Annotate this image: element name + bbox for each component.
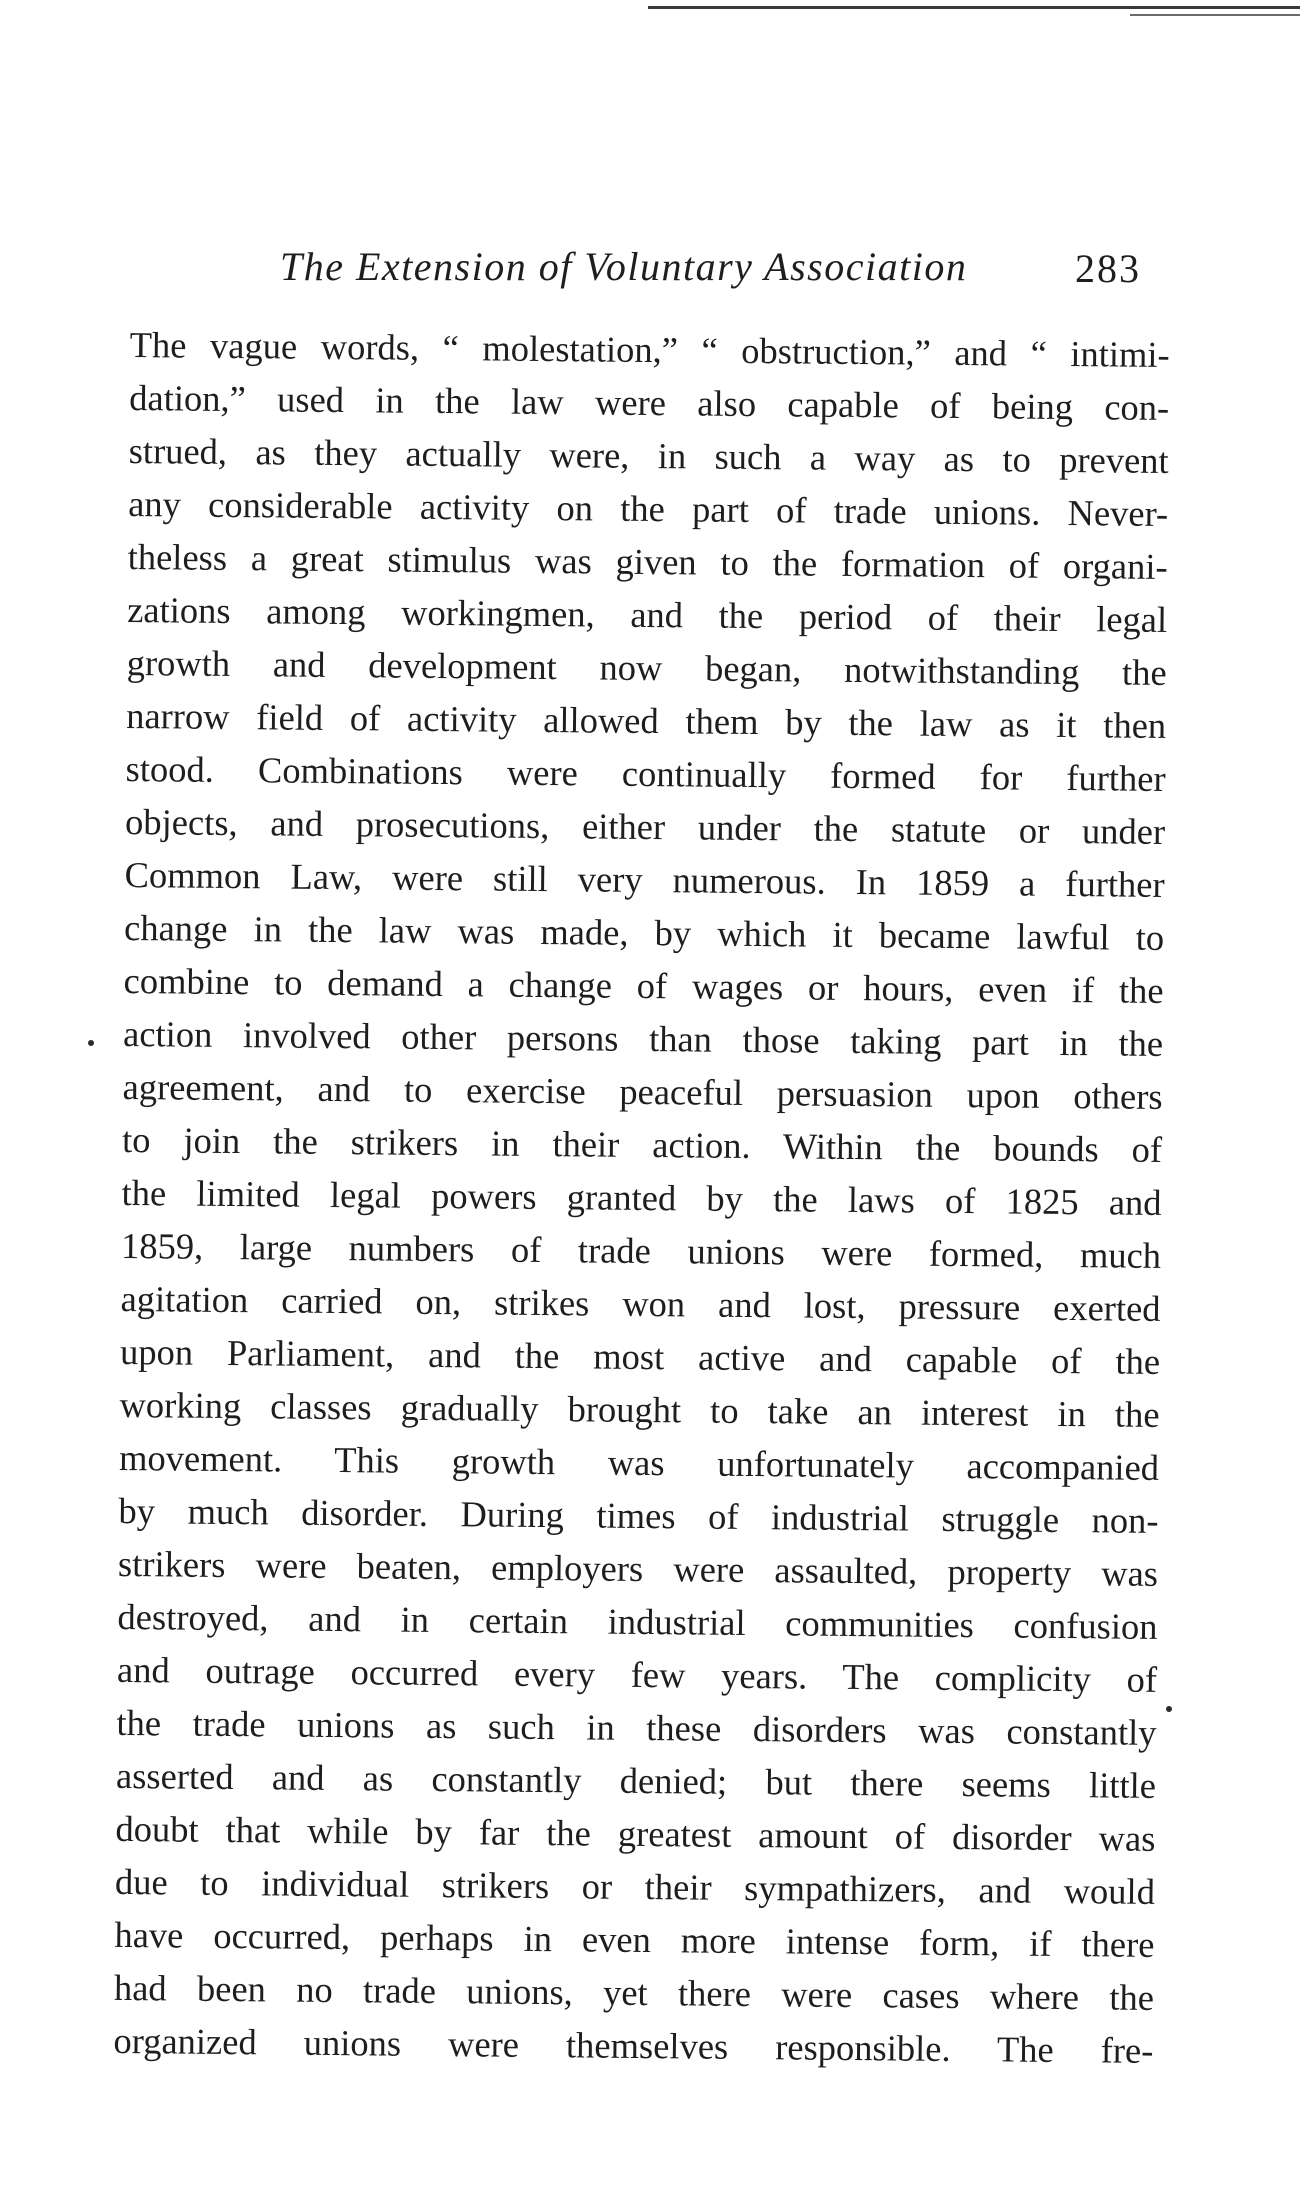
text-line: have occurred, perhaps in even more intense form, if there <box>114 1913 1155 1965</box>
text-line: any considerable activity on the part of trade unions. Never- <box>128 482 1169 534</box>
text-line: change in the law was made, by which it became lawful to <box>123 906 1165 958</box>
text-line: strued, as they actually were, in such a way as to prevent <box>128 429 1169 481</box>
text-line: stood. Combinations were continually formed for further <box>125 747 1166 799</box>
text-line: narrow field of activity allowed them by the law as it then <box>125 694 1167 746</box>
top-edge-rule-secondary <box>1130 14 1300 16</box>
text-line: destroyed, and in certain industrial communities confusion <box>117 1595 1158 1647</box>
page-number: 283 <box>1075 246 1141 291</box>
running-head <box>280 232 1180 302</box>
text-line: due to individual strikers or their sympathizers, and would <box>114 1860 1156 1912</box>
text-line: the limited legal powers granted by the laws of 1825 and <box>121 1171 1162 1223</box>
text-line: objects, and prosecutions, either under the statute or under <box>124 800 1166 852</box>
margin-mark <box>88 1040 94 1046</box>
text-line: Common Law, were still very numerous. In 1859 a further <box>124 853 1165 905</box>
text-line: the trade unions as such in these disorders was constantly <box>116 1701 1157 1753</box>
text-line: The vague words, “ molestation,” “ obstruction,” and “ intimi- <box>129 323 1170 375</box>
text-line: working classes gradually brought to take an interest in the <box>119 1383 1160 1435</box>
text-line: 1859, large numbers of trade unions were formed, much <box>120 1224 1162 1276</box>
text-line: doubt that while by far the greatest amount of disorder was <box>115 1807 1156 1859</box>
top-edge-rule <box>648 6 1300 9</box>
text-line: movement. This growth was unfortunately accompanied <box>118 1436 1160 1488</box>
text-line: asserted and as constantly denied; but there seems little <box>115 1754 1157 1806</box>
running-head-title: The Extension of Voluntary Association <box>280 244 968 289</box>
text-line: and outrage occurred every few years. The complicity of <box>116 1648 1158 1700</box>
text-line: dation,” used in the law were also capable of being con- <box>129 376 1170 428</box>
text-line: had been no trade unions, yet there were cases where the <box>113 1966 1155 2018</box>
text-line: growth and development now began, notwithstanding the <box>126 641 1167 693</box>
text-line: agreement, and to exercise peaceful persuasion upon others <box>122 1065 1163 1117</box>
text-line: zations among workingmen, and the period of their legal <box>127 588 1168 640</box>
body-paragraph <box>113 318 1170 2077</box>
margin-mark <box>1166 1706 1172 1712</box>
text-line: combine to demand a change of wages or hours, even if the <box>123 959 1164 1011</box>
text-line: agitation carried on, strikes won and lost, pressure exerted <box>120 1277 1161 1329</box>
text-line: theless a great stimulus was given to the formation of organi- <box>127 535 1168 587</box>
text-line: strikers were beaten, employers were assaulted, property was <box>117 1542 1159 1594</box>
text-line: upon Parliament, and the most active and capable of the <box>119 1330 1161 1382</box>
text-line: to join the strikers in their action. Within the bounds of <box>121 1118 1163 1170</box>
text-line: organized unions were themselves responsible. The fre- <box>113 2019 1154 2071</box>
text-line: by much disorder. During times of industrial struggle non- <box>118 1489 1159 1541</box>
text-line: action involved other persons than those taking part in the <box>122 1012 1164 1064</box>
